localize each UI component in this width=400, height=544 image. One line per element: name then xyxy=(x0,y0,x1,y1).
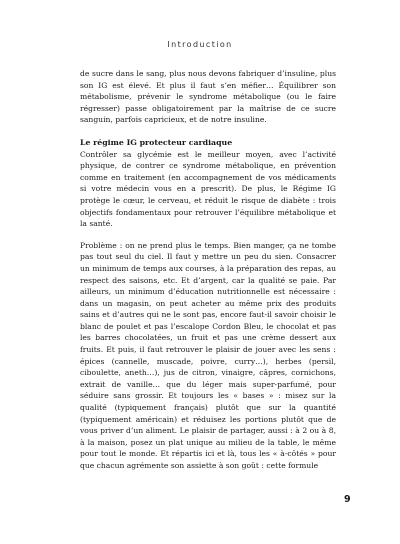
page-number: 9 xyxy=(344,494,351,505)
page-body xyxy=(80,68,336,472)
paragraph-problem: Problème : on ne prend plus le temps. Bien manger, ça ne tombe pas tout seul du ciel. Il faut y mettre un peu du sien. Consacrer un minimum de temps aux courses, à la préparation des repas, au respect des saisons, etc. Et d’argent, car la qualité se paie. Par ailleurs, un minimum d’éducation nutritionnelle est nécessaire : dans un magasin, on peut acheter au même prix des produits sains et d’autres qui ne le sont pas, encore faut-il savoir choisir le blanc de poulet et pas l’escalope Cordon Bleu, le chocolat et pas les barres chocolatées, un fruit et pas une crème dessert aux fruits. Et puis, il faut retrouver le plaisir de jouer avec les sens : épices (cannelle, muscade, poivre, curry…), herbes (persil, ciboulette, aneth…), jus de citron, vinaigre, câpres, cornichons, extrait de vanille… que du léger mais super-parfumé, pour séduire sans grossir. Et toujours les « bases » : misez sur la qualité (typiquement français) plutôt que sur la quantité (typiquement américain) et réduisez les portions plutôt que de vous priver d’un aliment. Le plaisir de partager, aussi : à 2 ou à 8, à la maison, posez un plat unique au milieu de la table, le même pour tout le monde. Et répartis ici et là, tous les « à-côtés » pour que chacun agrémente son assiette à son goût : cette formule xyxy=(80,240,336,470)
section-heading: Le régime IG protecteur cardiaque xyxy=(80,137,233,147)
paragraph-spacer xyxy=(80,230,336,240)
running-header: Introduction xyxy=(167,40,233,49)
paragraph-glycemia: Contrôler sa glycémie est le meilleur moyen, avec l’activité physique, de contrer ce syndrome métabolique, en prévention comme en traitement (en accompagnement de vos médicaments si votre médecin vous en a prescrit). De plus, le Régime IG protège le cœur, le cerveau, et réduit le risque de diabète : trois objectifs fondamentaux pour retrouver l’équilibre métabolique et la santé. xyxy=(80,149,336,229)
paragraph-intro: de sucre dans le sang, plus nous devons fabriquer d’insuline, plus son IG est élevé. Et plus il faut s’en méfier… Équilibrer son métabolisme, prévenir le syndrome métabolique (ou le faire régresser) passe obligatoirement par la maîtrise de ce sucre sanguin, parfois capricieux, et de notre insuline. xyxy=(80,69,336,125)
